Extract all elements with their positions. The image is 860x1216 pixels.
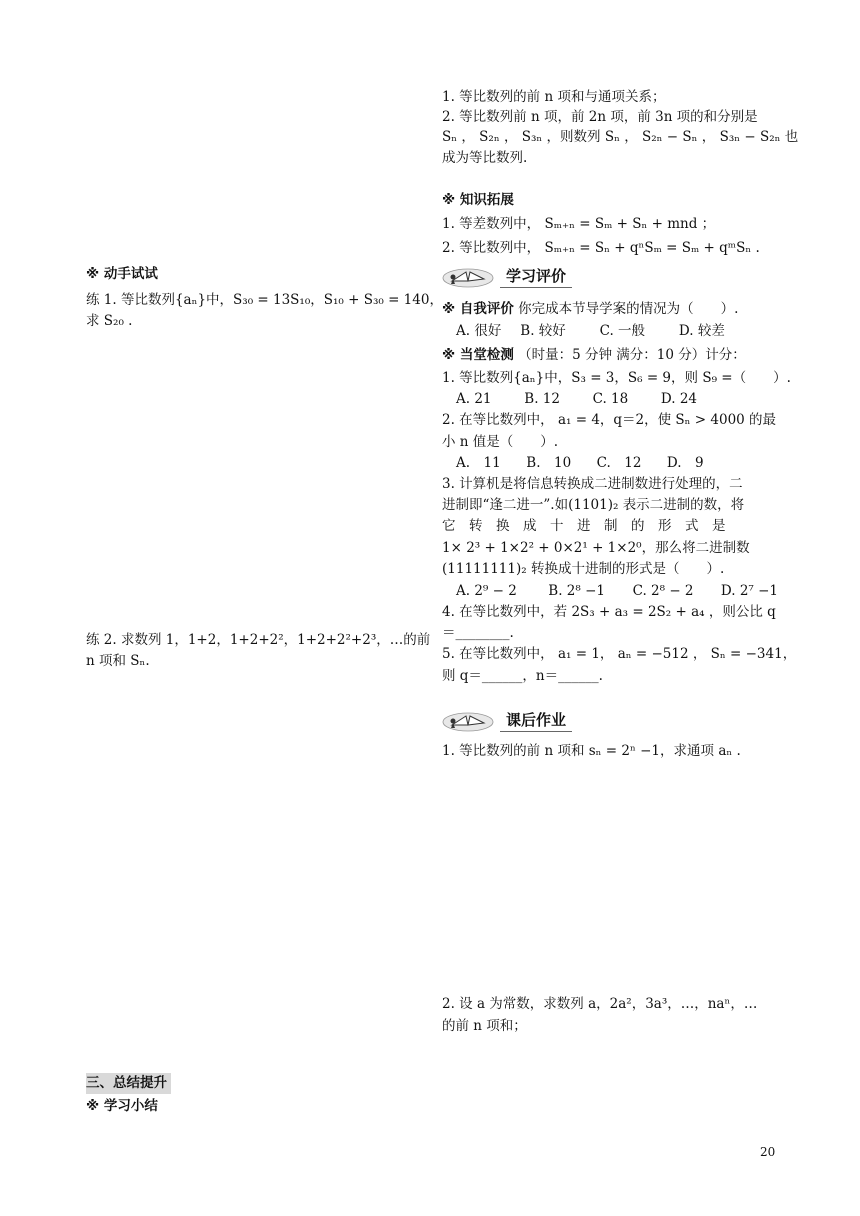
q3-option-a: A. 2⁹ − 2 [456,583,517,599]
exercise-1-line-1: 练 1. 等比数列{aₙ}中，S₃₀ = 13S₁₀，S₁₀ + S₃₀ = 140， [86,292,443,308]
q3-option-b: B. 2⁸ −1 [548,583,605,599]
self-eval-option-a: A. 很好 [456,323,502,339]
homework-banner [442,708,572,734]
self-eval-text: 你完成本节导学案的情况为（ ）. [518,301,739,317]
question-4-line-1: 4. 在等比数列中，若 2S₃ + a₃ = 2S₂ + a₄ ，则公比 q [442,604,776,620]
test-heading: ※ 当堂检测 [442,347,514,363]
summary-heading-text: 三、总结提升 [86,1073,171,1094]
question-1: 1. 等比数列{aₙ}中，S₃ = 3，S₆ = 9，则 S₉ =（ ）. [442,370,791,386]
knowledge-line-2: 2. 等比数列中， Sₘ₊ₙ = Sₙ + qⁿSₘ = Sₘ + qᵐSₙ . [442,240,760,256]
q1-option-c: C. 18 [592,391,629,407]
try-heading: ※ 动手试试 [86,266,158,282]
question-3-line-3: 它 转 换 成 十 进 制 的 形 式 是 [442,518,726,534]
evaluation-banner-title: 学习评价 [500,266,572,288]
q3-option-c: C. 2⁸ − 2 [632,583,694,599]
question-4-line-2: ＝________. [442,625,514,641]
question-2-line-1: 2. 在等比数列中， a₁ = 4，q＝2，使 Sₙ > 4000 的最 [442,412,777,428]
knowledge-line-1: 1. 等差数列中， Sₘ₊ₙ = Sₘ + Sₙ + mnd ； [442,216,716,232]
study-summary-heading: ※ 学习小结 [86,1098,158,1114]
self-eval-options [456,321,725,342]
question-3-line-4: 1× 2³ + 1×2² + 0×2¹ + 1×2⁰，那么将二进制数 [442,540,750,556]
question-3-line-5: (11111111)₂ 转换成十进制的形式是（ ）. [442,561,725,577]
q2-option-a: A. 11 [456,455,501,471]
homework-2-line-2: 的前 n 项和； [442,1018,527,1034]
self-eval-heading: ※ 自我评价 [442,301,514,317]
open-book-icon [442,266,494,288]
summary-line-2: 2. 等比数列前 n 项，前 2n 项，前 3n 项的和分别是 [442,109,758,125]
q2-option-b: B. 10 [526,455,572,471]
summary-heading [86,1073,171,1094]
q3-option-d: D. 2⁷ −1 [720,583,779,599]
exercise-2-line-2: n 项和 Sₙ. [86,653,150,669]
question-2-options [456,453,704,474]
question-3-options [456,581,778,602]
homework-banner-title: 课后作业 [500,710,572,732]
q2-option-c: C. 12 [596,455,642,471]
question-5-line-1: 5. 在等比数列中， a₁ = 1， aₙ = −512 ， Sₙ = −341， [442,646,797,662]
question-1-options [456,389,697,410]
homework-2-line-1: 2. 设 a 为常数，求数列 a，2a²，3a³，…，naⁿ，… [442,996,758,1012]
self-eval-option-b: B. 较好 [520,323,566,339]
q2-option-d: D. 9 [666,455,704,471]
exercise-1-line-2: 求 S₂₀ . [86,313,133,329]
question-3-line-1: 3. 计算机是将信息转换成二进制数进行处理的，二 [442,476,743,492]
self-eval-option-d: D. 较差 [678,323,725,339]
q1-option-b: B. 12 [524,391,560,407]
self-eval-option-c: C. 一般 [599,323,646,339]
self-eval-line [442,299,738,320]
summary-line-3: Sₙ ， S₂ₙ ， S₃ₙ ，则数列 Sₙ ， S₂ₙ − Sₙ ， S₃ₙ − S₂ₙ 也 [442,129,799,145]
homework-1: 1. 等比数列的前 n 项和 sₙ = 2ⁿ −1，求通项 aₙ . [442,743,741,759]
summary-line-4: 成为等比数列. [442,150,528,166]
knowledge-heading: ※ 知识拓展 [442,192,514,208]
test-line [442,345,746,366]
summary-line-1: 1. 等比数列的前 n 项和与通项关系； [442,89,666,105]
test-info: （时量：5 分钟 满分：10 分）计分： [518,347,746,363]
exercise-2-line-1: 练 2. 求数列 1，1+2，1+2+2²，1+2+2²+2³，…的前 [86,632,431,648]
question-5-line-2: 则 q＝______，n＝______. [442,668,603,684]
question-2-line-2: 小 n 值是（ ）. [442,434,559,450]
evaluation-banner [442,264,572,290]
open-book-icon [442,710,494,732]
page-number: 20 [760,1145,776,1159]
q1-option-a: A. 21 [456,391,492,407]
question-3-line-2: 进制即“逢二进一”.如(1101)₂ 表示二进制的数，将 [442,497,745,513]
q1-option-d: D. 24 [660,391,697,407]
